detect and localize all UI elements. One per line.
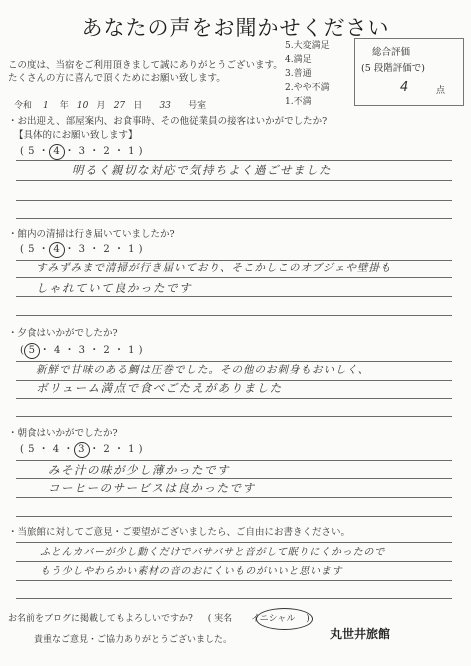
question-1-text: ・お出迎え、部屋案内、お食事時、その他従業員の接客はいかがでしたか?	[8, 116, 328, 127]
answer-line	[16, 160, 452, 161]
answer-line	[16, 580, 452, 581]
question-3-answer-2[interactable]: ボリューム満点で食べごたえがありました	[36, 381, 283, 395]
day-value[interactable]: 27	[113, 101, 126, 111]
era-label: 令和	[14, 101, 33, 111]
intro-line-2: たくさんの方に喜んで頂くためにお願い致します。	[8, 73, 226, 84]
question-5-text: ・当旅館に対してご意見・ご要望がございましたら、ご自由にお書きください。	[8, 527, 351, 538]
form-title: あなたの声をお聞かせください	[81, 16, 390, 40]
selected-rating-circle[interactable]: 5	[24, 343, 40, 359]
selected-rating-circle[interactable]: 4	[49, 242, 65, 258]
overall-rating-subtitle: (5 段階評価で)	[361, 63, 425, 74]
scale-4: 4.満足	[285, 55, 312, 65]
year-unit: 年	[59, 101, 69, 111]
scale-2: 2.やや不満	[285, 83, 330, 93]
question-2-answer-2[interactable]: しゃれていて良かったです	[36, 281, 192, 295]
question-3-text: ・夕食はいかがでしたか?	[8, 328, 118, 339]
question-4-answer-2[interactable]: コーヒーのサービスは良かったです	[48, 481, 256, 495]
question-1-sub: 【具体的にお願い致します】	[14, 130, 138, 141]
question-2-rating[interactable]: ( 5 ・ 4 ・ 3 ・ 2 ・ 1 )	[20, 240, 143, 255]
overall-rating-title: 総合評価	[372, 47, 411, 58]
answer-line	[16, 218, 452, 219]
answer-line	[16, 277, 452, 278]
room-unit: 号室	[188, 101, 207, 111]
question-4-text: ・朝食はいかがでしたか?	[8, 428, 118, 439]
selected-rating-circle[interactable]: 3	[74, 442, 90, 458]
overall-rating-unit: 点	[436, 86, 446, 96]
blog-consent-question: お名前をブログに掲載してもよろしいですか?	[8, 614, 193, 624]
day-unit: 日	[133, 101, 143, 111]
answer-line	[16, 497, 452, 498]
answer-line	[16, 598, 452, 599]
question-5-answer-2[interactable]: もう少しやわらかい素材の音のおにくいものがいいと思います	[40, 566, 343, 577]
month-value[interactable]: 10	[76, 101, 89, 111]
selected-initial-circle	[256, 608, 313, 630]
question-4-rating[interactable]: ( 5 ・ 4 ・ 3 ・ 2 ・ 1 )	[20, 440, 143, 455]
stay-date-row	[14, 98, 206, 111]
answer-line	[16, 516, 452, 517]
selected-rating-circle[interactable]: 4	[49, 144, 65, 160]
scale-3: 3.普通	[285, 69, 312, 79]
thanks-text: 貴重なご意見・ご協力ありがとうございました。	[34, 635, 233, 645]
answer-line	[16, 416, 452, 417]
close-paren: )	[306, 614, 310, 624]
question-1-rating[interactable]: ( 5 ・ 4 ・ 3 ・ 2 ・ 1 )	[20, 142, 143, 157]
question-4-answer-1[interactable]: みそ汁の味が少し薄かったです	[48, 463, 230, 477]
year-value[interactable]: 1	[43, 101, 49, 111]
scale-1: 1.不満	[285, 97, 312, 107]
intro-line-1: この度は、当宿をご利用頂きまして誠にありがとうございます。	[8, 60, 283, 71]
question-2-answer-1[interactable]: すみずみまで清掃が行き届いており、そこかしこのオブジェや壁掛も	[36, 262, 392, 274]
ryokan-name: 丸世井旅館	[330, 627, 391, 641]
question-5-answer-1[interactable]: ふとんカバーが少し動くだけでバサバサと音がして眠りにくかったので	[40, 547, 385, 558]
answer-line	[16, 296, 452, 297]
question-3-answer-1[interactable]: 新鮮で甘味のある鯛は圧巻でした。その他のお刺身もおいしく、	[36, 364, 370, 376]
room-value[interactable]: 33	[159, 101, 171, 111]
answer-line	[16, 315, 452, 316]
question-1-answer-1[interactable]: 明るく親切な対応で気持ちよく過ごせました	[72, 163, 332, 177]
answer-line	[16, 478, 452, 479]
answer-line	[16, 460, 452, 461]
initial-option[interactable]: イニシャル	[250, 614, 296, 624]
answer-line	[16, 180, 452, 181]
question-2-text: ・館内の清掃は行き届いていましたか?	[8, 229, 175, 240]
scale-5: 5.大変満足	[285, 41, 330, 51]
answer-line	[16, 398, 452, 399]
real-name-option[interactable]: ( 実名	[207, 614, 233, 624]
question-3-rating[interactable]: ( 5 ・ 4 ・ 3 ・ 2 ・ 1 )	[20, 341, 143, 356]
answer-line	[16, 200, 452, 201]
overall-rating-score[interactable]: 4	[400, 80, 409, 95]
month-unit: 月	[96, 101, 106, 111]
